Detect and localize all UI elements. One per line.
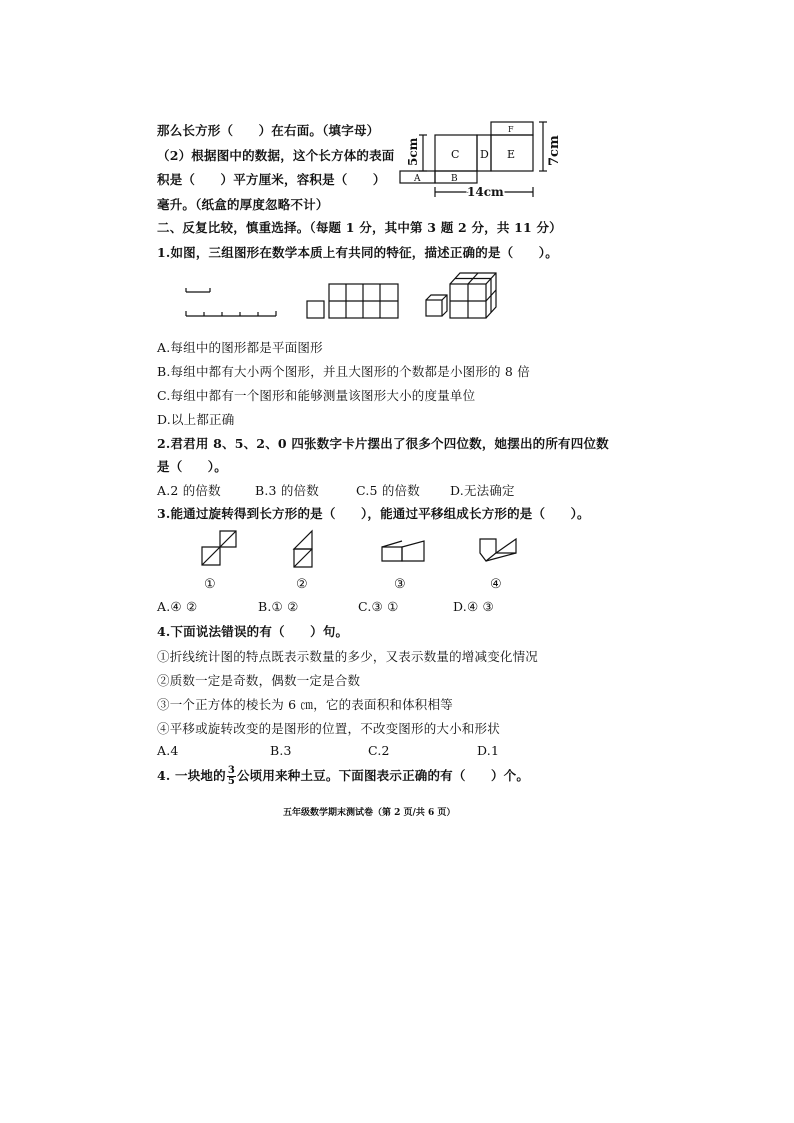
q1-option-a: A.每组中的图形都是平面图形 (157, 340, 323, 355)
page-footer: 五年级数学期末测试卷（第 2 页/共 6 页） (283, 808, 456, 818)
q2-option-c: C.5 的倍数 (356, 483, 420, 498)
q3-stem: 3.能通过旋转得到长方形的是（ ），能通过平移组成长方形的是（ ）。 (157, 506, 590, 521)
q5-frac-num: 3 (227, 765, 235, 776)
q5-prefix: 4. 一块地的 (157, 768, 226, 783)
q5-fraction (227, 766, 236, 787)
q-net-line1: 那么长方形（ ）在右面。（填字母） (157, 123, 380, 138)
q3-figures (190, 525, 530, 595)
q2-option-b: B.3 的倍数 (255, 483, 319, 498)
net-label-b: B (451, 174, 458, 184)
q4-statement-2: ②质数一定是奇数，偶数一定是合数 (157, 673, 361, 688)
q5-stem (157, 766, 529, 787)
net-dim-14cm: 14cm (467, 185, 504, 199)
q4-statement-4: ④平移或旋转改变的是图形的位置，不改变图形的大小和形状 (157, 721, 500, 736)
q4-statement-3: ③一个正方体的棱长为 6 ㎝，它的表面积和体积相等 (157, 697, 453, 712)
q3-option-a: A.④ ② (157, 599, 198, 614)
q4-option-d: D.1 (477, 743, 500, 758)
q2-stem-line1: 2.君君用 8、5、2、0 四张数字卡片摆出了很多个四位数，她摆出的所有四位数 (157, 436, 609, 451)
q-net-line2: （2）根据图中的数据，这个长方体的表面 (157, 148, 395, 163)
q4-stem: 4.下面说法错误的有（ ）句。 (157, 624, 349, 639)
net-label-d: D (480, 148, 489, 161)
q2-option-d: D.无法确定 (450, 483, 515, 498)
net-label-e: E (507, 148, 516, 161)
q3-option-d: D.④ ③ (453, 599, 494, 614)
q4-statement-1: ①折线统计图的特点既表示数量的多少，又表示数量的增减变化情况 (157, 649, 539, 664)
q5-frac-den: 5 (227, 776, 235, 787)
q3-fig-2-label: ② (296, 577, 308, 592)
q1-option-c: C.每组中都有一个图形和能够测量该图形大小的度量单位 (157, 388, 476, 403)
q-net-line4: 毫升。（纸盒的厚度忽略不计） (157, 197, 329, 212)
q1-figure (180, 270, 500, 325)
box-net-figure (395, 116, 570, 206)
q2-option-a: A.2 的倍数 (157, 483, 221, 498)
net-label-c: C (451, 148, 460, 161)
net-dim-5cm: 5cm (406, 137, 420, 166)
q3-fig-4-label: ④ (490, 577, 502, 592)
net-label-f: F (508, 125, 514, 134)
q2-stem-line2: 是（ ）。 (157, 459, 227, 474)
q5-suffix: 公顷用来种土豆。下面图表示正确的有（ ）个。 (236, 768, 530, 783)
q1-stem: 1.如图，三组图形在数学本质上有共同的特征，描述正确的是（ ）。 (157, 245, 558, 260)
section-2-heading: 二、反复比较，慎重选择。（每题 1 分，其中第 3 题 2 分，共 11 分） (157, 220, 562, 235)
net-label-a: A (414, 174, 421, 184)
net-dim-7cm: 7cm (547, 135, 562, 166)
q3-fig-3-label: ③ (394, 577, 406, 592)
q1-option-d: D.以上都正确 (157, 412, 235, 427)
q3-option-c: C.③ ① (358, 599, 399, 614)
q3-fig-1-label: ① (204, 577, 216, 592)
q3-option-b: B.① ② (258, 599, 299, 614)
q-net-line3: 积是（ ）平方厘米，容积是（ ） (157, 172, 386, 187)
q4-option-a: A.4 (157, 743, 179, 758)
q4-option-c: C.2 (368, 743, 390, 758)
q4-option-b: B.3 (270, 743, 292, 758)
q1-option-b: B.每组中都有大小两个图形，并且大图形的个数都是小图形的 8 倍 (157, 364, 530, 379)
